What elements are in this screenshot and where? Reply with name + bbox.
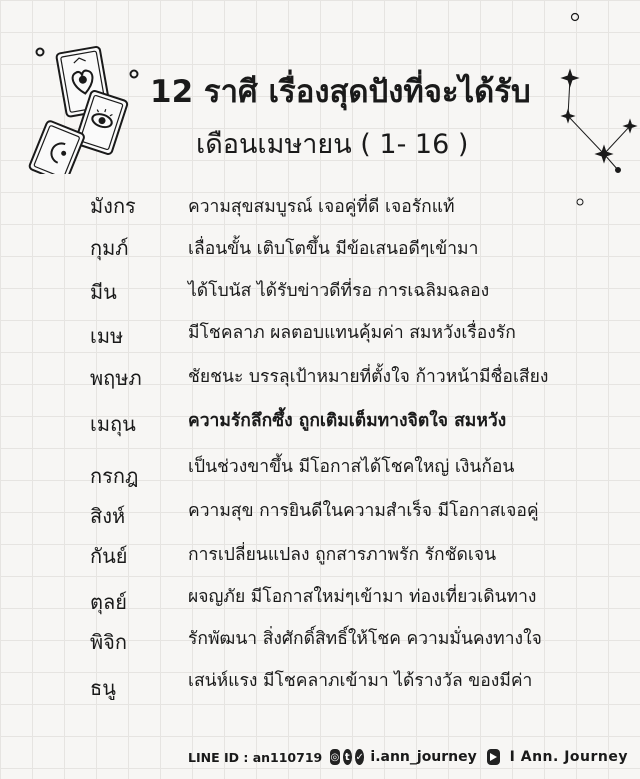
tarot-cards-illustration (22, 44, 162, 174)
zodiac-fortune-text: ได้โบนัส ได้รับข่าวดีที่รอ การเฉลิมฉลอง (188, 281, 490, 301)
zodiac-sign-label: กรกฎ (90, 464, 139, 488)
zodiac-sign-label: กันย์ (90, 544, 128, 568)
page-subtitle: เดือนเมษายน ( 1- 16 ) (196, 129, 469, 160)
zodiac-row-aries (0, 312, 640, 352)
line-id-text: LINE ID : an110719 (188, 749, 323, 765)
zodiac-row-gemini (0, 402, 640, 442)
twitter-icon[interactable]: ✓ (355, 749, 364, 765)
zodiac-row-taurus (0, 356, 640, 396)
zodiac-fortune-text: เป็นช่วงขาขึ้น มีโอกาสได้โชคใหญ่ เงินก้อน (188, 457, 515, 477)
zodiac-sign-label: พิจิก (90, 630, 128, 654)
tumblr-icon[interactable]: t (343, 749, 352, 765)
zodiac-fortune-text: ชัยชนะ บรรลุเป้าหมายที่ตั้งใจ ก้าวหน้ามีชื่อเสียง (188, 367, 549, 387)
zodiac-fortune-text: ความสุขสมบูรณ์ เจอคู่ที่ดี เจอรักแท้ (188, 197, 455, 217)
zodiac-fortune-text: รักพัฒนา สิ่งศักดิ์สิทธิ์ให้โชค ความมั่นคงทางใจ (188, 629, 542, 649)
instagram-icon[interactable]: ◎ (330, 749, 339, 765)
zodiac-fortune-text: มีโชคลาภ ผลตอบแทนคุ้มค่า สมหวังเรื่องรัก (188, 323, 516, 343)
zodiac-sign-label: ตุลย์ (90, 590, 127, 614)
zodiac-sign-label: สิงห์ (90, 504, 126, 528)
zodiac-row-capricorn (0, 184, 640, 224)
social-handle[interactable]: i.ann_journey (370, 749, 477, 765)
zodiac-row-scorpio (0, 624, 640, 664)
zodiac-sign-label: มีน (90, 280, 117, 304)
zodiac-fortune-text: การเปลี่ยนแปลง ถูกสารภาพรัก รักชัดเจน (188, 545, 497, 565)
play-icon (488, 752, 498, 762)
zodiac-sign-label: มังกร (90, 194, 136, 218)
zodiac-row-pisces (0, 270, 640, 310)
zodiac-sign-label: เมษ (90, 324, 124, 348)
zodiac-sign-label: พฤษภ (90, 366, 142, 390)
youtube-icon[interactable] (487, 749, 500, 765)
small-circle-ornament (570, 12, 580, 22)
zodiac-fortune-text: เสน่ห์แรง มีโชคลาภเข้ามา ได้รางวัล ของมีค่า (188, 671, 533, 691)
zodiac-sign-label: กุมภ์ (90, 236, 129, 260)
zodiac-row-libra (0, 580, 640, 620)
zodiac-sign-label: เมถุน (90, 412, 136, 436)
page-title: 12 ราศี เรื่องสุดปังที่จะได้รับ (150, 74, 531, 110)
zodiac-fortune-text: ผจญภัย มีโอกาสใหม่ๆเข้ามา ท่องเที่ยวเดินทาง (188, 587, 537, 607)
zodiac-fortune-text: เลื่อนขั้น เติบโตขึ้น มีข้อเสนอดีๆเข้ามา (188, 239, 479, 259)
zodiac-fortune-text: ความสุข การยินดีในความสำเร็จ มีโอกาสเจอคู่ (188, 501, 539, 521)
zodiac-row-virgo (0, 536, 640, 576)
zodiac-row-cancer (0, 452, 640, 492)
zodiac-row-leo (0, 492, 640, 532)
footer-social-bar (188, 743, 628, 771)
page-name[interactable]: I Ann. Journey (509, 749, 629, 765)
zodiac-fortune-text: ความรักลึกซึ้ง ถูกเติมเต็มทางจิตใจ สมหวัง (188, 411, 507, 431)
zodiac-row-sagittarius (0, 664, 640, 704)
zodiac-sign-label: ธนู (90, 676, 116, 700)
zodiac-row-aquarius (0, 226, 640, 266)
